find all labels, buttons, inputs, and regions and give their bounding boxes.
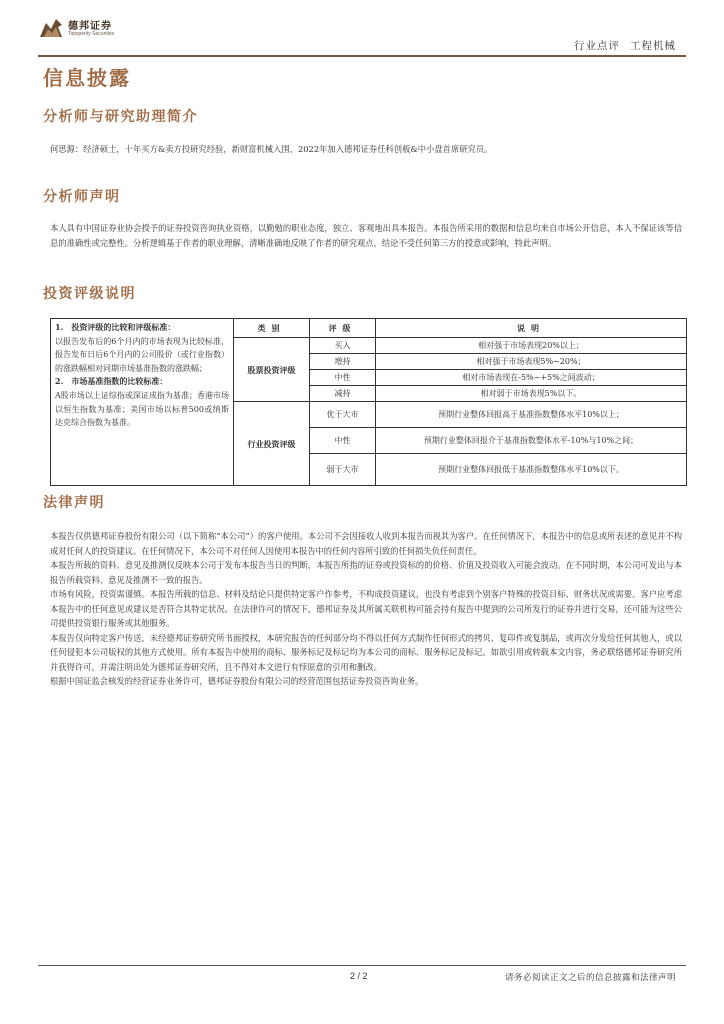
- analyst-intro-text: 何思源：经济硕士，十年买方&卖方投研究经验，新财富机械入围，2022年加入德邦证券任科创板&中小盘首席研究员。: [50, 144, 493, 154]
- header-category: [564, 38, 676, 53]
- desc-neutral: 相对市场表现在-5%~+5%之间波动；: [376, 370, 687, 386]
- rating-buy: 买入: [310, 338, 376, 354]
- header-divider: [38, 55, 686, 57]
- standard-title-2: 2. 市场基准指数的比较标准：: [55, 376, 168, 387]
- industry-rating-label: 行业投资评级: [234, 402, 310, 486]
- page-title: 信息披露: [43, 66, 131, 90]
- standard-title-1: 1. 投资评级的比较和评级标准：: [55, 322, 176, 332]
- stock-rating-label: 股票投资评级: [234, 338, 310, 402]
- report-type: 行业点评: [574, 40, 620, 52]
- rating-outperform: 优于大市: [310, 402, 376, 428]
- section-heading-analyst-statement: 分析师声明: [43, 189, 121, 205]
- logo-icon: [38, 15, 64, 41]
- footer-divider: [38, 965, 686, 966]
- legal-paragraph: 本报告所载的资料、意见及推测仅反映本公司于发布本报告当日的判断，本报告所指的证券或投资标的的价格、价值及投资收入可能会波动。在不同时期，本公司可发出与本报告所载资料、意见及推测不一致的报告。: [50, 560, 682, 585]
- standard-text-2: A股市场以上证综指或深证成指为基准；香港市场以恒生指数为基准；美国市场以标普500或纳斯达克综合指数为基准。: [55, 390, 229, 428]
- rating-standard-cell: [51, 319, 234, 486]
- desc-buy: 相对强于市场表现20%以上；: [376, 338, 687, 354]
- industry-name: 工程机械: [630, 40, 676, 52]
- col-header-rating: 评级: [310, 319, 376, 338]
- legal-text: [50, 529, 682, 689]
- col-header-type: 类别: [234, 319, 310, 338]
- legal-paragraph: 根据中国证监会核发的经营证券业务许可，德邦证券股份有限公司的经营范围包括证券投资咨询业务。: [50, 676, 424, 686]
- footer-note: 请务必阅读正文之后的信息披露和法律声明: [504, 973, 676, 983]
- section-heading-analyst-intro: 分析师与研究助理简介: [43, 109, 198, 125]
- rating-table: [50, 318, 687, 486]
- rating-overweight: 增持: [310, 354, 376, 370]
- logo-text: 德邦证券: [68, 21, 112, 32]
- rating-industry-neutral: 中性: [310, 428, 376, 454]
- desc-underperform: 预期行业整体回报低于基准指数整体水平10%以下。: [376, 454, 687, 486]
- rating-neutral: 中性: [310, 370, 376, 386]
- desc-overweight: 相对强于市场表现5%~20%；: [376, 354, 687, 370]
- col-header-desc: 说明: [376, 319, 687, 338]
- desc-underweight: 相对弱于市场表现5%以下。: [376, 386, 687, 402]
- analyst-statement-text: 本人具有中国证券业协会授予的证券投资咨询执业资格，以勤勉的职业态度，独立、客观地出具本报告。本报告所采用的数据和信息均来自市场公开信息，本人不保证该等信息的准确性或完整性。分析逻辑基于作者的职业理解，清晰准确地反映了作者的研究观点，结论不受任何第三方的授意或影响，特此声明。: [50, 223, 682, 248]
- rating-underweight: 减持: [310, 386, 376, 402]
- legal-paragraph: 本报告仅供德邦证券股份有限公司（以下简称“本公司”）的客户使用。本公司不会因接收人收到本报告而视其为客户。在任何情况下，本报告中的信息或所表述的意见并不构成对任何人的投资建议。在任何情况下，本公司不对任何人因使用本报告中的任何内容所引致的任何损失负任何责任。: [50, 531, 682, 556]
- desc-industry-neutral: 预期行业整体回报介于基准指数整体水平-10%与10%之间；: [376, 428, 687, 454]
- desc-outperform: 预期行业整体回报高于基准指数整体水平10%以上；: [376, 402, 687, 428]
- legal-paragraph: 本报告仅向特定客户传送，未经德邦证券研究所书面授权，本研究报告的任何部分均不得以任何方式制作任何形式的拷贝、复印件或复制品，或再次分发给任何其他人，或以任何侵犯本公司版权的其他方式使用。所有本报告中使用的商标、服务标记及标记均为本公司的商标、服务标记及标记。如欲引用或转载本文内容，务必联络德邦证券研究所并获得许可，并需注明出处为德邦证券研究所，且不得对本文进行有悖原意的引用和删改。: [50, 632, 682, 672]
- section-heading-legal: 法律声明: [43, 495, 105, 511]
- legal-paragraph: 市场有风险，投资需谨慎。本报告所载的信息、材料及结论只提供特定客户作参考，不构成投资建议，也没有考虑到个别客户特殊的投资目标、财务状况或需要。客户应考虑本报告中的任何意见或建议是否符合其特定状况。在法律许可的情况下，德邦证券及其所属关联机构可能会持有报告中提到的公司所发行的证券并进行交易，还可能为这些公司提供投资银行服务或其他服务。: [50, 589, 682, 628]
- page-number: 2 / 2: [350, 971, 368, 981]
- rating-underperform: 弱于大市: [310, 454, 376, 486]
- logo-subtext: Topsperity Securities: [68, 31, 115, 37]
- standard-text-1: 以报告发布后的6个月内的市场表现为比较标准，报告发布日后6个月内的公司股价（或行业指数）的涨跌幅相对同期市场基准指数的涨跌幅；: [55, 336, 229, 373]
- section-heading-rating: 投资评级说明: [43, 286, 136, 302]
